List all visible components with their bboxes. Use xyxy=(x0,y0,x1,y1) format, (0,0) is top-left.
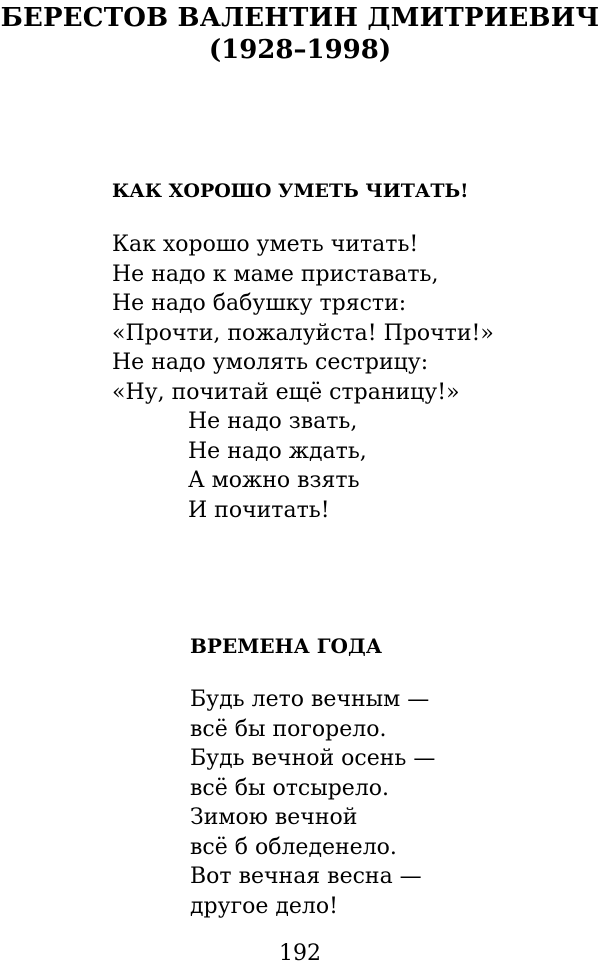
poem-line: другое дело! xyxy=(190,893,338,919)
poem-line: «Ну, почитай ещё страницу!» xyxy=(112,379,460,405)
stanza xyxy=(112,230,494,407)
author-years: (1928–1998) xyxy=(208,35,392,65)
poem-line: Вот вечная весна — xyxy=(190,864,422,889)
stanza xyxy=(190,685,435,921)
poem-line: Будь лето вечным — xyxy=(190,687,430,712)
stanza xyxy=(188,407,367,525)
poem-line: А можно взять xyxy=(188,468,360,493)
poem-line: Не надо к маме приставать, xyxy=(112,261,439,287)
page-number: 192 xyxy=(279,941,321,966)
poem-line: Не надо звать, xyxy=(188,409,358,434)
poem-line: Не надо ждать, xyxy=(188,438,367,464)
poem-line: всё б обледенело. xyxy=(190,834,397,860)
poem-title: КАК ХОРОШО УМЕТЬ ЧИТАТЬ! xyxy=(112,180,469,202)
poem-line: Как хорошо уметь читать! xyxy=(112,232,419,257)
poem-line: всё бы погорело. xyxy=(190,716,387,742)
poem-title: ВРЕМЕНА ГОДА xyxy=(190,634,383,658)
poem-line: И почитать! xyxy=(188,497,330,523)
poem-line: Будь вечной осень — xyxy=(190,746,436,771)
author-name: БЕРЕСТОВ ВАЛЕНТИН ДМИТРИЕВИЧ xyxy=(0,3,600,33)
poem-line: Не надо умолять сестрицу: xyxy=(112,350,429,375)
poem-line: Не надо бабушку трясти: xyxy=(112,291,407,316)
poem-line: «Прочти, пожалуйста! Прочти!» xyxy=(112,320,494,346)
poem-line: Зимою вечной xyxy=(190,805,358,830)
poem-line: всё бы отсырело. xyxy=(190,775,390,801)
